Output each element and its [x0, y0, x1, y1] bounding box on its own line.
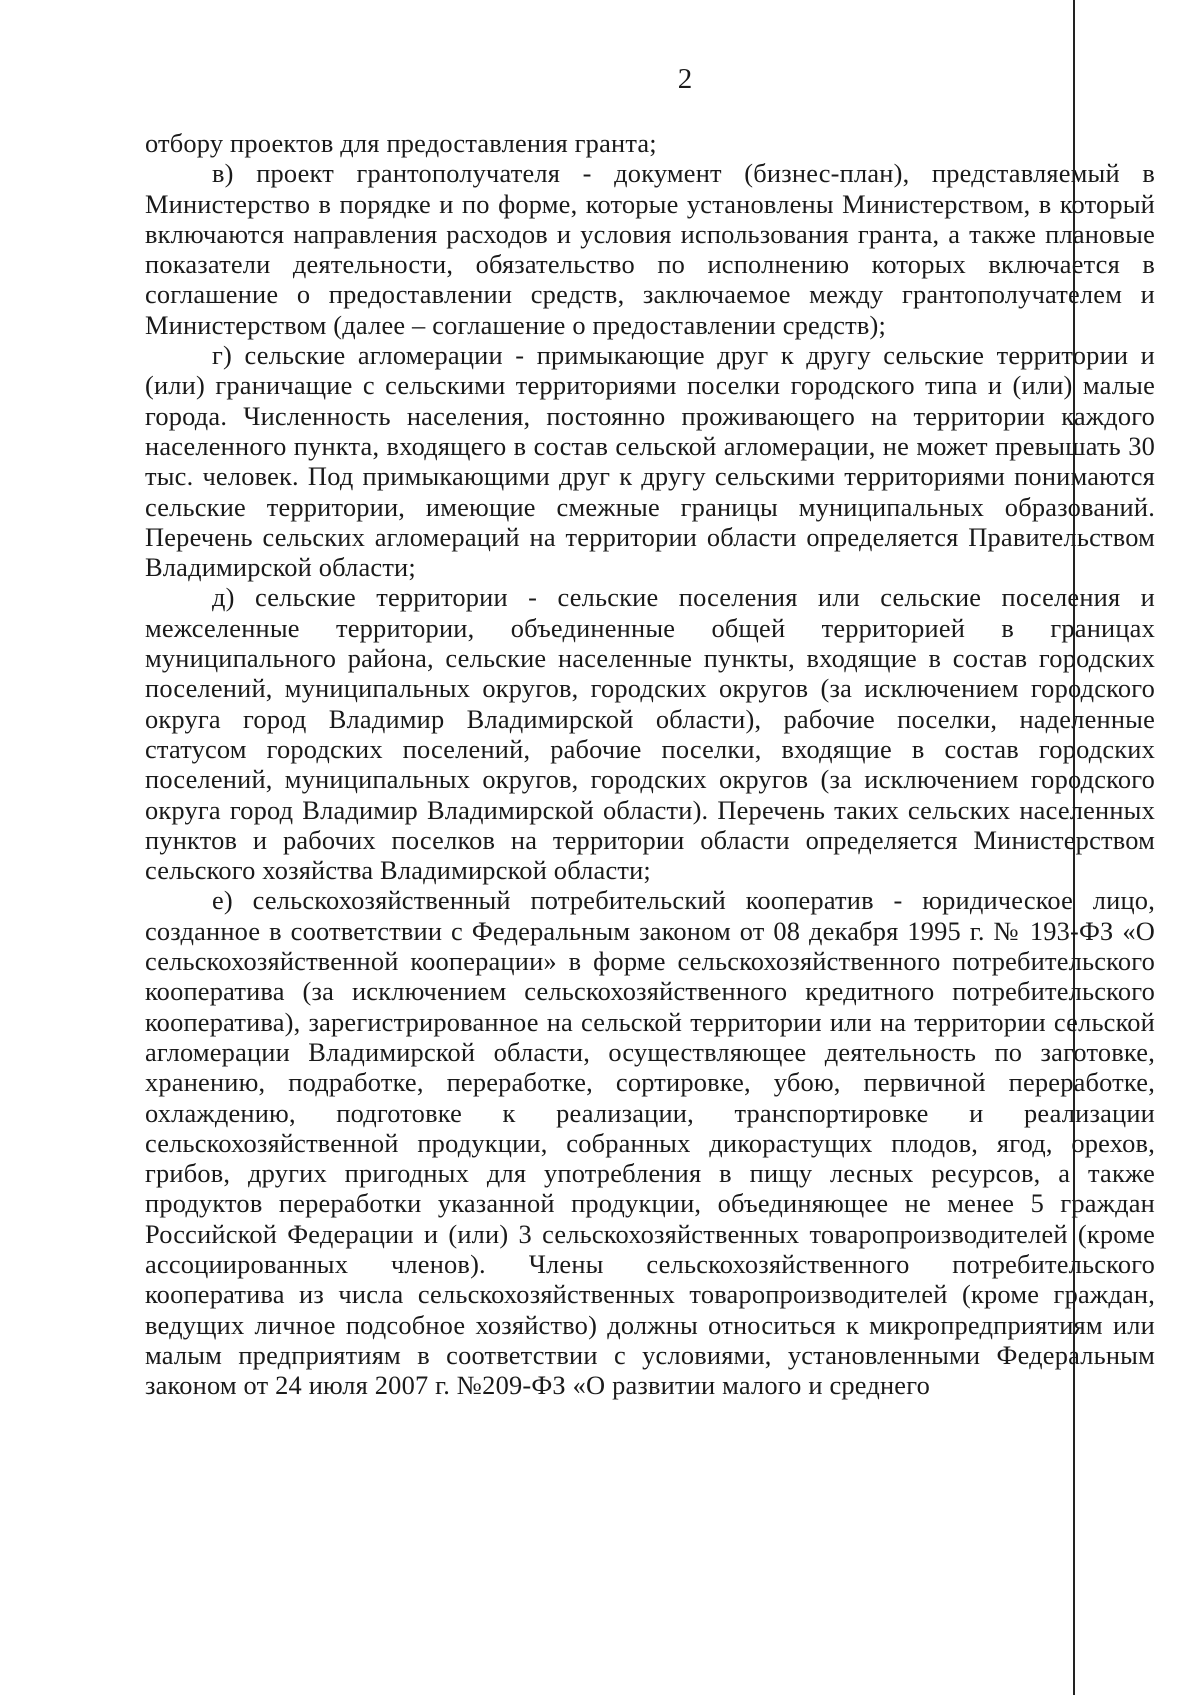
paragraph-continuation: отбору проектов для предоставления гранта; — [145, 128, 657, 158]
page-number: 2 — [677, 63, 693, 95]
paragraph-item-e: е) сельскохозяйственный потребительский кооператив - юридическое лицо, созданное в соответствии с Федеральным законом от 08 декабря 1995 г. № 193-ФЗ «О сельскохозяйственной кооперации» в форме сельскохозяйственного потребительского кооператива (за исключением сельскохозяйственного кредитного потребительского кооператива), зарегистрированное на сельской территории или на территории сельской агломерации Владимирской области, осуществляющее деятельность по заготовке, хранению, подработке, переработке, сортировке, убою, первичной переработке, охлаждению, подготовке к реализации, транспортировке и реализации сельскохозяйственной продукции, собранных дикорастущих плодов, ягод, орехов, грибов, других пригодных для употребления в пищу лесных ресурсов, а также продуктов переработки указанной продукции, объединяющее не менее 5 граждан Российской Федерации и (или) 3 сельскохозяйственных товаропроизводителей (кроме ассоциированных членов). Члены сельскохозяйственного потребительского кооператива из числа сельскохозяйственных товаропроизводителей (кроме граждан, ведущих личное подсобное хозяйство) должны относиться к микропредприятиям или малым предприятиям в соответствии с условиями, установленными Федеральным законом от 24 июля 2007 г. №209-ФЗ «О развитии малого и среднего — [145, 885, 1155, 1401]
paragraph-item-v: в) проект грантополучателя - документ (бизнес-план), представляемый в Министерство в порядке и по форме, которые установлены Министерством, в который включаются направления расходов и условия использования гранта, а также плановые показатели деятельности, обязательство по исполнению которых включается в соглашение о предоставлении средств, заключаемое между грантополучателем и Министерством (далее – соглашение о предоставлении средств); — [145, 158, 1155, 340]
paragraph-item-d: д) сельские территории - сельские поселения или сельские поселения и межселенные территории, объединенные общей территорией в границах муниципального района, сельские населенные пункты, входящие в состав городских поселений, муниципальных округов, городских округов (за исключением городского округа город Владимир Владимирской области), рабочие поселки, наделенные статусом городских поселений, рабочие поселки, входящие в состав городских поселений, муниципальных округов, городских округов (за исключением городского округа город Владимир Владимирской области). Перечень таких сельских населенных пунктов и рабочих поселков на территории области определяется Министерством сельского хозяйства Владимирской области; — [145, 582, 1155, 886]
document-body — [145, 128, 1155, 1400]
paragraph-item-g: г) сельские агломерации - примыкающие друг к другу сельские территории и (или) граничащие с сельскими территориями поселки городского типа и (или) малые города. Численность населения, постоянно проживающего на территории каждого населенного пункта, входящего в состав сельской агломерации, не может превышать 30 тыс. человек. Под примыкающими друг к другу сельскими территориями понимаются сельские территории, имеющие смежные границы муниципальных образований. Перечень сельских агломераций на территории области определяется Правительством Владимирской области; — [145, 340, 1155, 583]
